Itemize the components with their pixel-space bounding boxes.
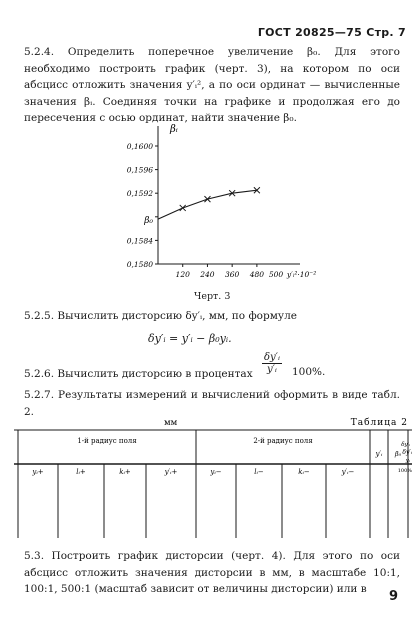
data-point-marker xyxy=(180,205,186,211)
x-tick-label: 120 xyxy=(175,270,190,279)
column-header: lᵢ− xyxy=(254,468,264,476)
y-tick-label: 0,1580 xyxy=(126,260,153,269)
x-tick-label: 500 xyxy=(268,270,284,279)
column-header-pct-tail: 100% xyxy=(397,468,412,474)
group-2-header: 2-й радиус поля xyxy=(253,437,313,445)
formula-distortion: δy′ᵢ = y′ᵢ − β₀yᵢ. xyxy=(148,332,232,345)
table-units: мм xyxy=(164,418,178,428)
column-header: y′ᵢ− xyxy=(341,468,355,476)
column-header-delta: δy′ᵢ xyxy=(402,449,412,456)
paragraph-5-2-4: 5.2.4. Определить поперечное увеличение β₀. Для этого необходимо построить график (черт. 3), на котором по оси абсцисс отложить значения y′ᵢ², а по оси ординат — вычисленные значения βᵢ. Соединяя точки на графике и продолжая его до пересечения с осью ординат, найти значение β₀. xyxy=(24,46,400,124)
column-header-beta0: β₀ xyxy=(394,450,402,458)
table-2 xyxy=(14,416,412,538)
fraction-denominator: y′ᵢ xyxy=(267,364,277,375)
y-tick-label: 0,1584 xyxy=(126,236,153,246)
x-tick-label: 240 xyxy=(200,270,215,279)
formula-percent-fraction xyxy=(262,352,282,375)
column-header: lᵢ+ xyxy=(76,468,86,476)
beta0-label: β₀ xyxy=(144,216,153,227)
x-tick-label: 480 xyxy=(249,270,265,279)
column-header-y: y′ᵢ xyxy=(375,450,383,458)
group-1-header: 1-й радиус поля xyxy=(77,437,137,445)
figure-caption-3: Черт. 3 xyxy=(194,291,231,302)
x-tick-label: 360 xyxy=(224,270,240,279)
paragraph-5-2-7: 5.2.7. Результаты измерений и вычислений оформить в виде табл. 2. xyxy=(24,389,400,418)
column-header: yᵢ− xyxy=(210,468,222,476)
paragraph-5-2-5: 5.2.5. Вычислить дисторсию δy′ᵢ, мм, по формуле xyxy=(24,310,297,322)
paragraph-5-2-6: 5.2.6. Вычислить дисторсию в процентах xyxy=(24,368,253,380)
chart-beta-vs-y xyxy=(110,118,400,290)
y-tick-label: 0,1592 xyxy=(126,189,153,199)
page-number: 9 xyxy=(388,589,398,604)
x-axis-label: y′ᵢ²·10⁻² xyxy=(286,270,317,279)
column-header-pct-den: yᵢ xyxy=(405,458,410,464)
formula-percent-tail: 100%. xyxy=(292,366,326,378)
column-header-pct-num: δy′ᵢ xyxy=(401,442,410,448)
column-header: kᵢ− xyxy=(298,468,310,476)
column-header: kᵢ+ xyxy=(119,468,131,476)
table-title: Таблица 2 xyxy=(350,418,408,428)
fraction-numerator: δy′ᵢ xyxy=(264,352,280,363)
page-header: ГОСТ 20825—75 Стр. 7 xyxy=(257,26,406,39)
paragraph-5-3: 5.3. Построить график дисторсии (черт. 4). Для этого по оси абсцисс отложить значения дисторсии в мм, в масштабе 10:1, 100:1, 500:1 (масштаб зависит от величины дисторсии) или в xyxy=(24,550,400,595)
column-header: yᵢ+ xyxy=(32,468,44,476)
y-tick-label: 0,1600 xyxy=(126,142,153,151)
series-line xyxy=(158,190,257,219)
y-axis-label: βᵢ xyxy=(170,124,178,135)
column-header: y′ᵢ+ xyxy=(164,468,178,476)
y-tick-label: 0,1596 xyxy=(126,165,153,175)
